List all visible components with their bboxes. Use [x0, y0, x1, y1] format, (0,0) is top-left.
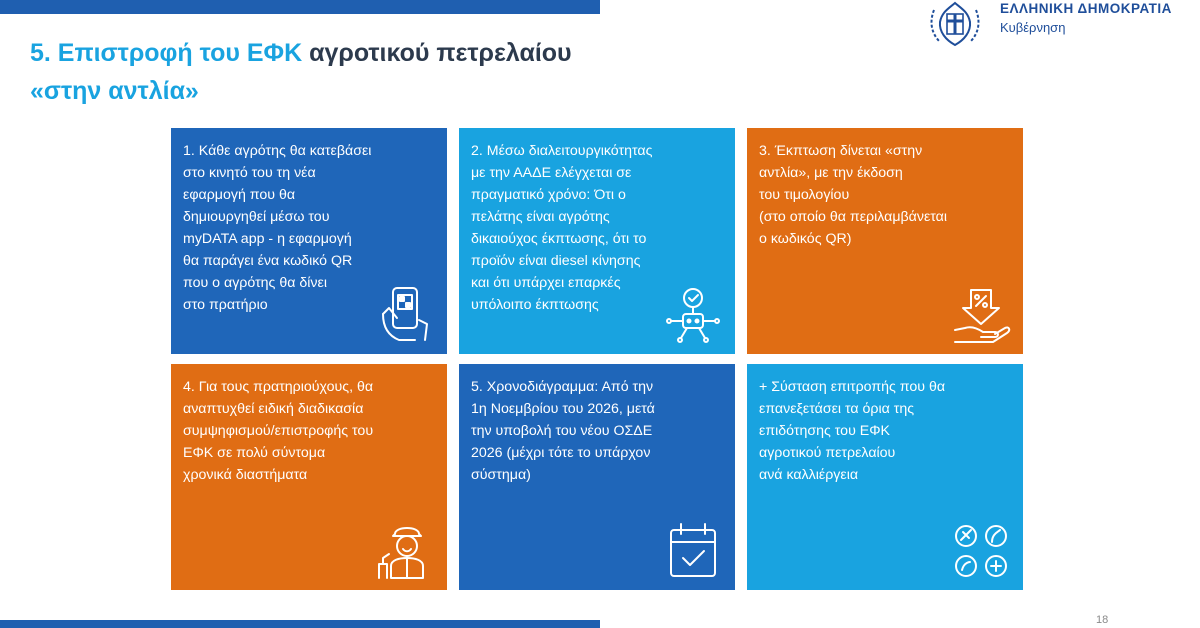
crops-icon — [951, 520, 1011, 582]
card-text: + Σύσταση επιτροπής που θα επανεξετάσει τα όρια της επιδότησης του ΕΦΚ αγροτικού πετρελαίου ανά καλλιέργεια — [759, 379, 946, 483]
phone-qr-icon — [375, 284, 435, 346]
bottom-accent-bar — [0, 620, 600, 628]
title-line2: «στην αντλία» — [30, 77, 199, 105]
card-text: 1. Κάθε αγρότης θα κατεβάσει στο κινητό του τη νέα εφαρμογή που θα δημιουργηθεί μέσω του myDATA app - η εφαρμογή θα παράγει ένα κωδικό QR που ο αγρότης θα δίνει στο πρατήριο — [183, 143, 372, 313]
logo-line1: ΕΛΛΗΝΙΚΗ ΔΗΜΟΚΡΑΤΙΑ — [1000, 1, 1172, 16]
card-6 — [747, 364, 1023, 590]
calendar-check-icon — [663, 520, 723, 582]
network-check-icon — [663, 284, 723, 346]
title-rest: αγροτικού πετρελαίου — [302, 39, 572, 67]
card-text: 2. Μέσω διαλειτουργικότητας με την ΑΑΔΕ ελέγχεται σε πραγματικό χρόνο: Ότι ο πελάτης είναι αγρότης δικαιούχος έκπτωσης, ότι το προϊόν είναι diesel κίνησης και ότι υπάρχει επαρκές υπόλοιπο έκπτωσης — [471, 143, 653, 313]
card-3 — [747, 128, 1023, 354]
top-accent-bar — [0, 0, 600, 14]
card-1 — [171, 128, 447, 354]
logo-line2: Κυβέρνηση — [1000, 20, 1066, 35]
card-text: 5. Χρονοδιάγραμμα: Από την 1η Νοεμβρίου του 2026, μετά την υποβολή του νέου ΟΣΔΕ 2026 (μέχρι τότε το υπάρχον σύστημα) — [471, 379, 655, 483]
greek-emblem-icon — [924, 0, 986, 48]
discount-hand-icon — [951, 284, 1011, 346]
card-5 — [459, 364, 735, 590]
page-number: 18 — [1096, 614, 1109, 626]
card-text: 3. Έκπτωση δίνεται «στην αντλία», με την έκδοση του τιμολογίου (στο οποίο θα περιλαμβάνεται ο κωδικός QR) — [759, 143, 948, 247]
card-text: 4. Για τους πρατηριούχους, θα αναπτυχθεί ειδική διαδικασία συμψηφισμού/επιστροφής του ΕΦΚ σε πολύ σύντομα χρονικά διαστήματα — [183, 379, 374, 483]
card-4 — [171, 364, 447, 590]
government-logo — [924, 0, 1190, 50]
fuel-attendant-icon — [375, 520, 435, 582]
slide-title — [30, 34, 572, 110]
title-accent: 5. Επιστροφή του ΕΦΚ — [30, 39, 303, 67]
card-2 — [459, 128, 735, 354]
cards-grid — [171, 128, 1023, 590]
